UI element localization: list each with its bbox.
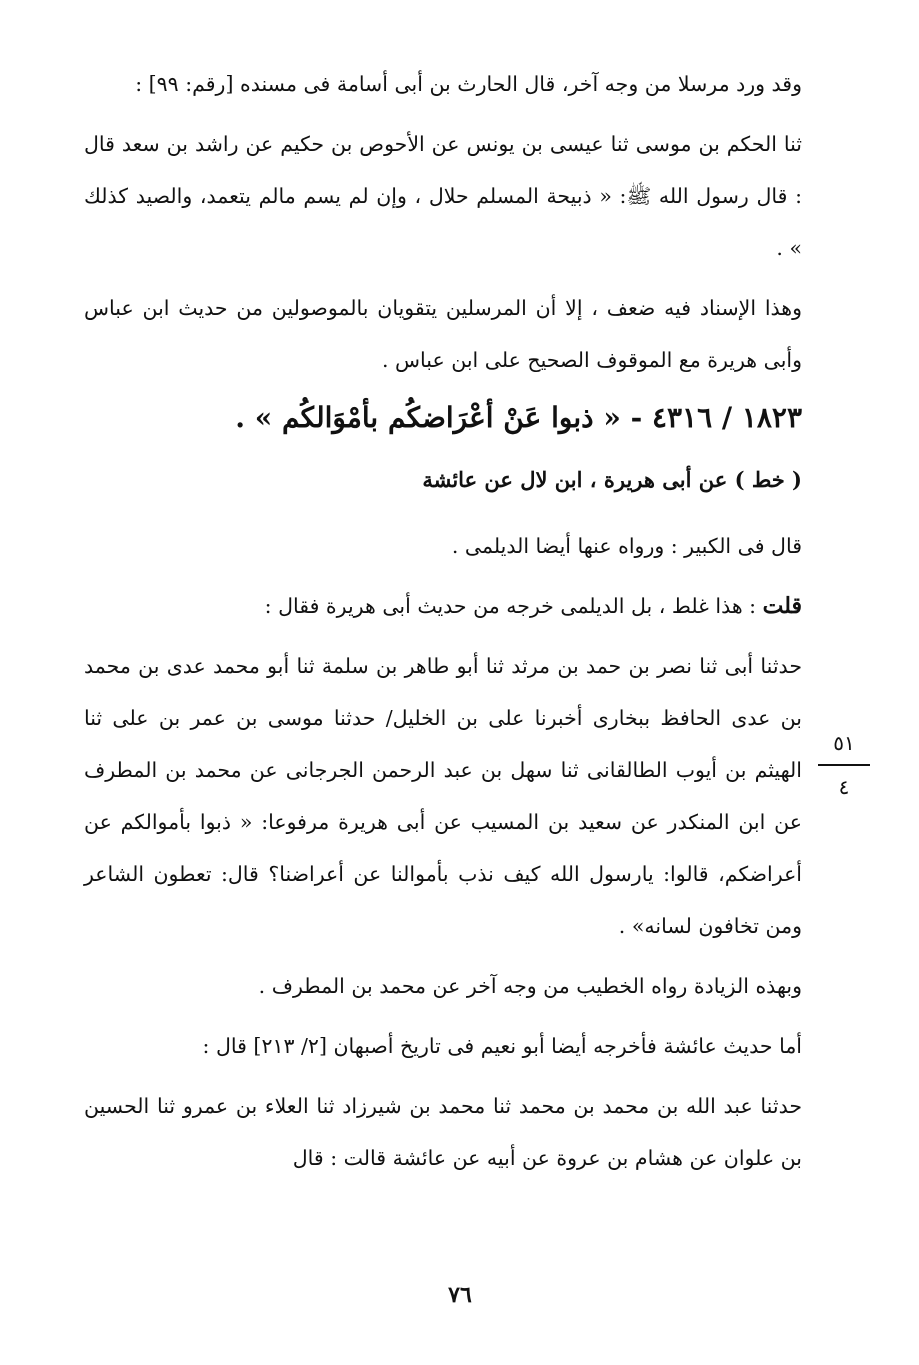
hadith-source: ( خط ) عن أبى هريرة ، ابن لال عن عائشة (422, 467, 802, 492)
paragraph-5-text: : هذا غلط ، بل الديلمى خرجه من حديث أبى هريرة فقال : (264, 594, 763, 618)
margin-reference (818, 728, 870, 802)
paragraph-6: حدثنا أبى ثنا نصر بن حمد بن مرثد ثنا أبو طاهر بن سلمة ثنا أبو محمد عدى بن محمد بن عدى الحافظ ببخارى أخبرنا على بن الخليل/ حدثنا موسى بن عمر بن على ثنا الهيثم بن أيوب الطالقانى ثنا سهل بن عبد الرحمن الجرجانى عن محمد بن المطرف عن ابن المنكدر عن سعيد بن المسيب عن أبى هريرة مرفوعا: « ذبوا بأموالكم عن أعراضكم، قالوا: يارسول الله كيف نذب بأموالنا عن أعراضنا؟ قال: تعطون الشاعر ومن تخافون لسانه» . (84, 654, 802, 938)
paragraph-8: أما حديث عائشة فأخرجه أيضا أبو نعيم فى تاريخ أصبهان [٢/ ٢١٣] قال : (202, 1034, 802, 1058)
hadith-heading: ١٨٢٣ / ٤٣١٦ - « ذبوا عَنْ أعْرَاضكُم بأمْوَالكُم » . (235, 401, 802, 434)
paragraph-1: وقد ورد مرسلا من وجه آخر، قال الحارث بن أبى أسامة فى مسنده [رقم: ٩٩] : (135, 72, 802, 96)
paragraph-3: وهذا الإسناد فيه ضعف ، إلا أن المرسلين يتقويان بالموصولين من حديث ابن عباس وأبى هريرة مع الموقوف الصحيح على ابن عباس . (84, 296, 802, 372)
margin-reference-rule (818, 764, 870, 766)
page-body (84, 58, 802, 1184)
paragraph-9: حدثنا عبد الله بن محمد بن محمد ثنا محمد بن شيرزاد ثنا العلاء بن عمرو ثنا الحسين بن علوان عن هشام بن عروة عن أبيه عن عائشة قالت : قال (84, 1094, 802, 1170)
paragraph-7: وبهذه الزيادة رواه الخطيب من وجه آخر عن محمد بن المطرف . (258, 974, 802, 998)
paragraph-4: قال فى الكبير : ورواه عنها أيضا الديلمى . (451, 534, 802, 558)
qultu-lead: قلت (762, 593, 802, 619)
paragraph-2: ثنا الحكم بن موسى ثنا عيسى بن يونس عن الأحوص بن حكيم عن راشد بن سعد قال : قال رسول الله ﷺ: « ذبيحة المسلم حلال ، وإن لم يسم مالم يتعمد، والصيد كذلك » . (84, 132, 802, 260)
page-number: ٧٦ (448, 1282, 472, 1308)
paragraph-5 (84, 580, 802, 632)
margin-reference-bottom: ٤ (838, 775, 850, 799)
margin-reference-top: ٥١ (833, 731, 855, 755)
